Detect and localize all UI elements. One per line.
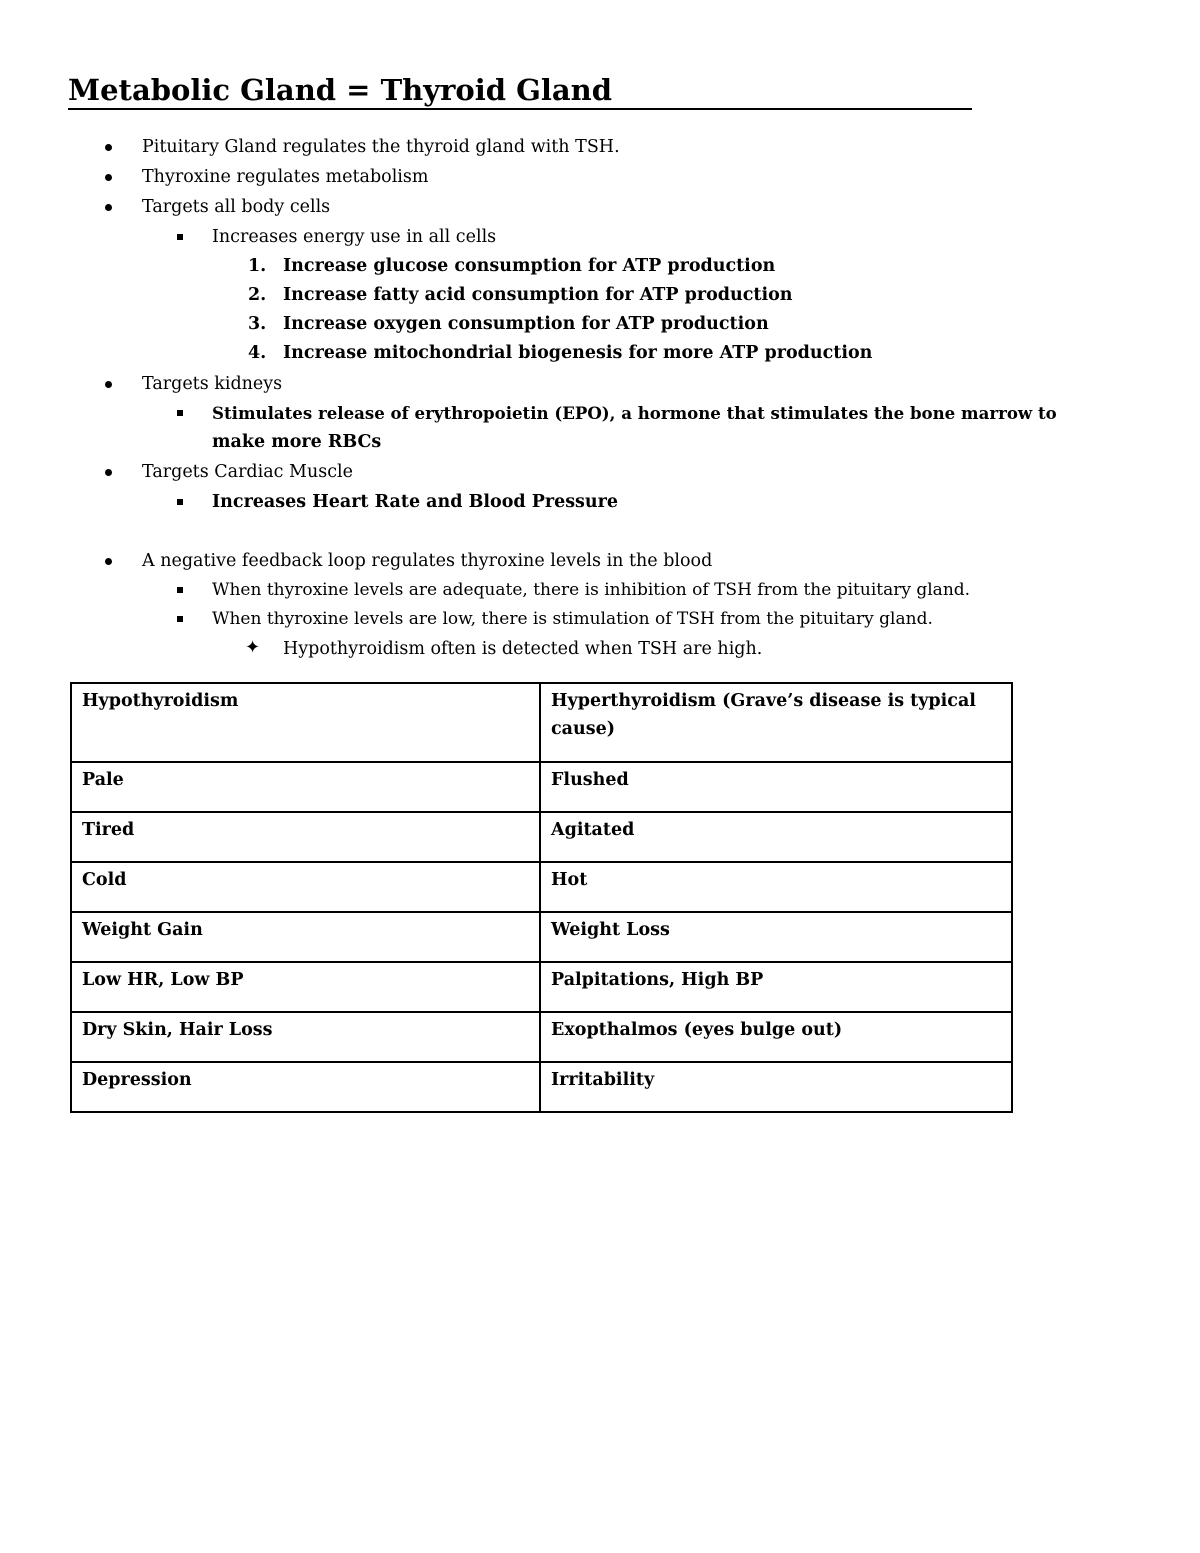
list-item-mitochondrial: Increase mitochondrial biogenesis for more ATP production <box>283 343 873 363</box>
table-cell: Flushed <box>540 762 1012 812</box>
list-number: 3. <box>248 314 267 334</box>
table-cell: Weight Gain <box>71 912 540 962</box>
bullet-targets-kidneys: Targets kidneys <box>142 374 283 394</box>
bullet-dot <box>105 174 112 181</box>
bullet-dot <box>105 204 112 211</box>
sub-bullet-square <box>177 499 183 505</box>
sub-bullet-heart-rate: Increases Heart Rate and Blood Pressure <box>212 492 618 512</box>
bullet-dot <box>105 381 112 388</box>
table-cell: Weight Loss <box>540 912 1012 962</box>
sub-bullet-square <box>177 234 183 240</box>
table-row <box>71 1062 1012 1112</box>
page-title: Metabolic Gland = Thyroid Gland <box>68 72 972 110</box>
bullet-targets-cardiac: Targets Cardiac Muscle <box>142 462 353 482</box>
sub-bullet-adequate: When thyroxine levels are adequate, there is inhibition of TSH from the pituitary gland. <box>212 580 971 600</box>
sub-bullet-epo-line1: Stimulates release of erythropoietin (EPO), a hormone that stimulates the bone marrow to <box>212 403 1057 423</box>
sub-bullet-epo-line2: make more RBCs <box>212 432 382 452</box>
bullet-targets-cells: Targets all body cells <box>142 197 331 217</box>
table-row <box>71 762 1012 812</box>
table-row <box>71 912 1012 962</box>
table-cell: Pale <box>71 762 540 812</box>
list-number: 4. <box>248 343 267 363</box>
sub-bullet-square <box>177 587 183 593</box>
sub-bullet-square <box>177 410 183 416</box>
list-item-oxygen: Increase oxygen consumption for ATP production <box>283 314 769 334</box>
note-hypothyroidism-tsh: Hypothyroidism often is detected when TSH are high. <box>283 639 763 659</box>
list-item-glucose: Increase glucose consumption for ATP production <box>283 256 776 276</box>
sub-bullet-low: When thyroxine levels are low, there is stimulation of TSH from the pituitary gland. <box>212 609 933 629</box>
table-cell: Tired <box>71 812 540 862</box>
table-cell: Palpitations, High BP <box>540 962 1012 1012</box>
list-item-fatty-acid: Increase fatty acid consumption for ATP production <box>283 285 793 305</box>
sub-bullet-energy-use: Increases energy use in all cells <box>212 227 497 247</box>
table-cell: Agitated <box>540 812 1012 862</box>
bullet-thyroxine: Thyroxine regulates metabolism <box>142 167 429 187</box>
bullet-dot <box>105 144 112 151</box>
bullet-negative-feedback: A negative feedback loop regulates thyroxine levels in the blood <box>142 551 713 571</box>
table-cell: Exopthalmos (eyes bulge out) <box>540 1012 1012 1062</box>
table-header-row <box>71 683 1012 762</box>
header-hypothyroidism: Hypothyroidism <box>71 683 540 762</box>
sub-bullet-square <box>177 616 183 622</box>
thyroid-comparison-table <box>70 682 1013 1113</box>
table-row <box>71 812 1012 862</box>
table-cell: Hot <box>540 862 1012 912</box>
header-hyperthyroidism: Hyperthyroidism (Grave’s disease is typical cause) <box>540 683 1012 762</box>
table-cell: Dry Skin, Hair Loss <box>71 1012 540 1062</box>
list-number: 1. <box>248 256 267 276</box>
table-row <box>71 1012 1012 1062</box>
table-row <box>71 962 1012 1012</box>
table-cell: Cold <box>71 862 540 912</box>
bullet-dot <box>105 558 112 565</box>
star-bullet-icon: ✦ <box>245 637 261 658</box>
bullet-dot <box>105 469 112 476</box>
table-cell: Depression <box>71 1062 540 1112</box>
table-cell: Irritability <box>540 1062 1012 1112</box>
table-cell: Low HR, Low BP <box>71 962 540 1012</box>
table-row <box>71 862 1012 912</box>
bullet-pituitary: Pituitary Gland regulates the thyroid gland with TSH. <box>142 137 620 157</box>
list-number: 2. <box>248 285 267 305</box>
